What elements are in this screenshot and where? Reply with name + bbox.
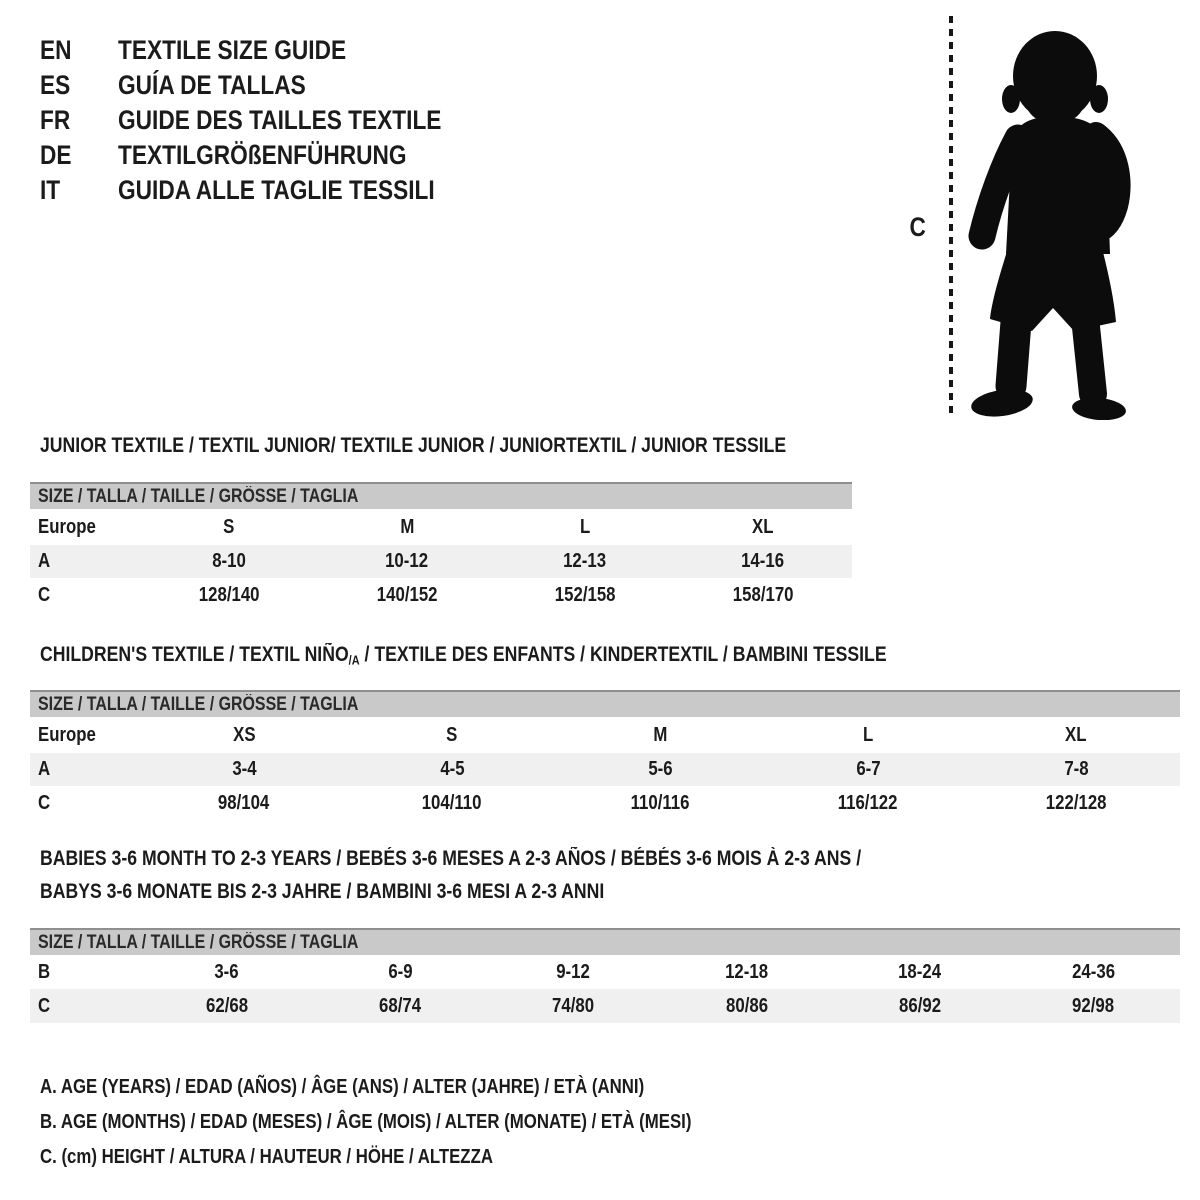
babies-section-title: BABIES 3-6 MONTH TO 2-3 YEARS / BEBÉS 3-6 MESES A 2-3 AÑOS / BÉBÉS 3-6 MOIS À 2-3 ANS / BABYS 3-6 MONATE BIS 2-3 JAHRE / BAMBINI 3-6 MESI A 2-3 ANNI — [40, 847, 862, 903]
cell: 74/80 — [552, 994, 595, 1017]
row-label: A — [38, 758, 51, 780]
children-size-table — [30, 690, 1180, 820]
cell: 128/140 — [198, 583, 260, 606]
height-marker-label: C — [909, 212, 926, 242]
size-col: M — [399, 515, 414, 538]
cell: 98/104 — [218, 791, 270, 814]
cell: 6-7 — [855, 758, 881, 780]
cell: 62/68 — [205, 994, 248, 1017]
row-label: C — [38, 791, 51, 814]
row-label: A — [38, 550, 51, 572]
cell: 12-18 — [725, 960, 769, 983]
cell: 3-4 — [231, 758, 257, 780]
toddler-silhouette-icon — [966, 22, 1140, 420]
language-title: GUIDE DES TAILLES TEXTILE — [118, 105, 442, 135]
junior-row-height — [30, 578, 852, 612]
language-row-es — [40, 68, 503, 103]
children-size-header-bar: SIZE / TALLA / TAILLE / GRÖSSE / TAGLIA — [30, 690, 1180, 717]
cell: 10-12 — [385, 550, 429, 572]
babies-row-height — [30, 989, 1180, 1023]
cell: 8-10 — [212, 550, 246, 572]
junior-size-table — [30, 482, 852, 612]
cell: 116/122 — [838, 791, 898, 814]
junior-section-title: JUNIOR TEXTILE / TEXTIL JUNIOR/ TEXTILE JUNIOR / JUNIORTEXTIL / JUNIOR TESSILE — [40, 434, 787, 457]
cell: 5-6 — [647, 758, 673, 780]
size-col: S — [223, 515, 235, 538]
legend-line-a: A. AGE (YEARS) / EDAD (AÑOS) / ÂGE (ANS) / ALTER (JAHRE) / ETÀ (ANNI) — [40, 1076, 645, 1098]
cell: 122/128 — [1045, 791, 1107, 814]
legend-line-b: B. AGE (MONTHS) / EDAD (MESES) / ÂGE (MOIS) / ALTER (MONATE) / ETÀ (MESI) — [40, 1111, 692, 1133]
language-row-de — [40, 138, 503, 173]
cell: 140/152 — [376, 583, 438, 606]
language-code: IT — [40, 175, 61, 205]
cell: 4-5 — [439, 758, 465, 780]
junior-row-age — [30, 545, 852, 578]
babies-row-months — [30, 955, 1180, 989]
cell: 86/92 — [898, 994, 941, 1017]
children-row-height — [30, 786, 1180, 820]
region-label: Europe — [38, 723, 96, 746]
cell: 104/110 — [422, 791, 482, 814]
cell: 68/74 — [378, 994, 422, 1017]
cell: 12-13 — [563, 550, 607, 572]
cell: 3-6 — [214, 960, 239, 983]
language-row-it — [40, 173, 503, 208]
cell: 24-36 — [1071, 960, 1115, 983]
size-col: L — [579, 515, 591, 538]
size-col: XL — [752, 515, 774, 538]
junior-columns-row — [30, 509, 852, 545]
row-label: B — [38, 960, 51, 983]
cell: 14-16 — [741, 550, 785, 572]
height-dashed-line — [949, 16, 953, 416]
legend — [40, 1070, 816, 1175]
size-col: M — [652, 723, 667, 746]
language-title: GUIDA ALLE TAGLIE TESSILI — [118, 175, 435, 205]
size-col: L — [862, 723, 874, 746]
nino-sub-label: /A — [348, 652, 360, 668]
language-row-en — [40, 33, 503, 68]
row-label: C — [38, 583, 51, 606]
children-row-age — [30, 753, 1180, 786]
size-col: XL — [1065, 723, 1087, 746]
language-code: ES — [40, 70, 71, 100]
junior-size-header-bar: SIZE / TALLA / TAILLE / GRÖSSE / TAGLIA — [30, 482, 852, 509]
cell: 9-12 — [556, 960, 591, 983]
size-col: XS — [232, 723, 256, 746]
language-title: TEXTILGRÖßENFÜHRUNG — [118, 140, 407, 170]
babies-size-header-bar: SIZE / TALLA / TAILLE / GRÖSSE / TAGLIA — [30, 928, 1180, 955]
cell: 152/158 — [554, 583, 616, 606]
region-label: Europe — [38, 515, 96, 538]
cell: 6-9 — [387, 960, 413, 983]
language-code: EN — [40, 35, 72, 65]
row-label: C — [38, 994, 51, 1017]
language-code: DE — [40, 140, 72, 170]
language-title: TEXTILE SIZE GUIDE — [118, 35, 347, 65]
cell: 18-24 — [898, 960, 942, 983]
children-columns-row — [30, 717, 1180, 753]
cell: 110/116 — [630, 791, 690, 814]
size-col: S — [446, 723, 458, 746]
cell: 158/170 — [732, 583, 794, 606]
legend-line-c: C. (cm) HEIGHT / ALTURA / HAUTEUR / HÖHE / ALTEZZA — [40, 1146, 493, 1168]
children-section-title: CHILDREN'S TEXTILE / TEXTIL NIÑO/A / TEXTILE DES ENFANTS / KINDERTEXTIL / BAMBINI TESSILE — [40, 643, 887, 668]
language-header — [40, 33, 503, 208]
cell: 92/98 — [1072, 994, 1115, 1017]
language-row-fr — [40, 103, 503, 138]
babies-size-table — [30, 928, 1180, 1023]
cell: 7-8 — [1063, 758, 1089, 780]
language-code: FR — [40, 105, 71, 135]
language-title: GUÍA DE TALLAS — [118, 70, 306, 100]
cell: 80/86 — [725, 994, 768, 1017]
